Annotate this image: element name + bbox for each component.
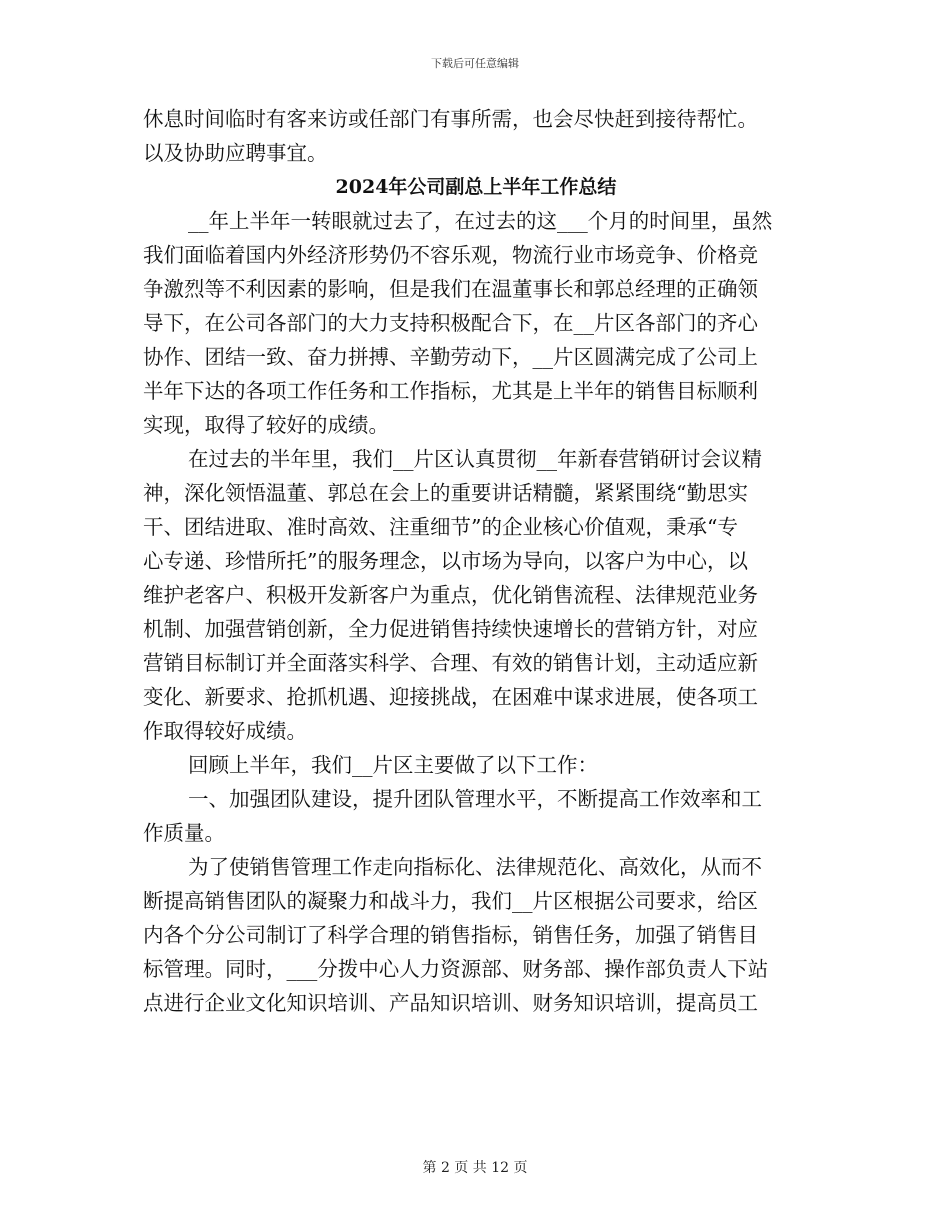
body-line: __年上半年一转眼就过去了，在过去的这___个月的时间里，虽然	[188, 209, 773, 233]
paragraph	[143, 850, 809, 1020]
body-line: 心专递、珍惜所托”的服务理念，以市场为导向，以客户为中心，以	[143, 549, 748, 573]
body-line: 协作、团结一致、奋力拼搏、辛勤劳动下，__片区圆满完成了公司上	[143, 345, 758, 369]
body-line: 半年下达的各项工作任务和工作指标，尤其是上半年的销售目标顺利	[143, 379, 758, 403]
body-line: 作质量。	[143, 821, 225, 845]
body-line: 休息时间临时有客来访或任部门有事所需，也会尽快赶到接待帮忙。	[143, 107, 758, 131]
body-line: 点进行企业文化知识培训、产品知识培训、财务知识培训，提高员工	[143, 991, 758, 1015]
body-line: 我们面临着国内外经济形势仍不容乐观，物流行业市场竞争、价格竞	[143, 243, 758, 267]
paragraph	[143, 442, 809, 748]
body-line: 作取得较好成绩。	[143, 719, 307, 743]
body-line: 机制、加强营销创新，全力促进销售持续快速增长的营销方针，对应	[143, 617, 758, 641]
body-line: 导下，在公司各部门的大力支持积极配合下，在__片区各部门的齐心	[143, 311, 758, 335]
paragraph	[143, 748, 809, 782]
body-line: 干、团结进取、准时高效、注重细节”的企业核心价值观，秉承“专	[143, 515, 738, 539]
body-line: 维护老客户、积极开发新客户为重点，优化销售流程、法律规范业务	[143, 583, 758, 607]
body-line: 内各个分公司制订了科学合理的销售指标，销售任务，加强了销售目	[143, 923, 758, 947]
paragraph	[143, 204, 809, 442]
document-title: 2024年公司副总上半年工作总结	[335, 176, 617, 198]
body-line: 实现，取得了较好的成绩。	[143, 413, 389, 437]
body-line: 回顾上半年，我们__片区主要做了以下工作：	[188, 753, 598, 777]
page-header-note: 下载后可任意编辑	[431, 57, 519, 70]
body-line: 在过去的半年里，我们__片区认真贯彻__年新春营销研讨会议精	[188, 447, 762, 471]
body-line: 断提高销售团队的凝聚力和战斗力，我们__片区根据公司要求，给区	[143, 889, 758, 913]
document-body	[143, 102, 809, 1020]
paragraph	[143, 782, 809, 850]
page-number: 第 2 页 共 12 页	[422, 1160, 528, 1176]
body-line: 神，深化领悟温董、郭总在会上的重要讲话精髓，紧紧围绕“勤思实	[143, 481, 748, 505]
body-line: 营销目标制订并全面落实科学、合理、有效的销售计划，主动适应新	[143, 651, 758, 675]
body-line: 为了使销售管理工作走向指标化、法律规范化、高效化，从而不	[188, 855, 762, 879]
body-line: 以及协助应聘事宜。	[143, 141, 328, 165]
body-line: 一、加强团队建设，提升团队管理水平，不断提高工作效率和工	[188, 787, 762, 811]
body-line: 争激烈等不利因素的影响，但是我们在温董事长和郭总经理的正确领	[143, 277, 758, 301]
body-line: 变化、新要求、抢抓机遇、迎接挑战，在困难中谋求进展，使各项工	[143, 685, 758, 709]
body-line: 标管理。同时，___分拨中心人力资源部、财务部、操作部负责人下站	[143, 957, 769, 981]
